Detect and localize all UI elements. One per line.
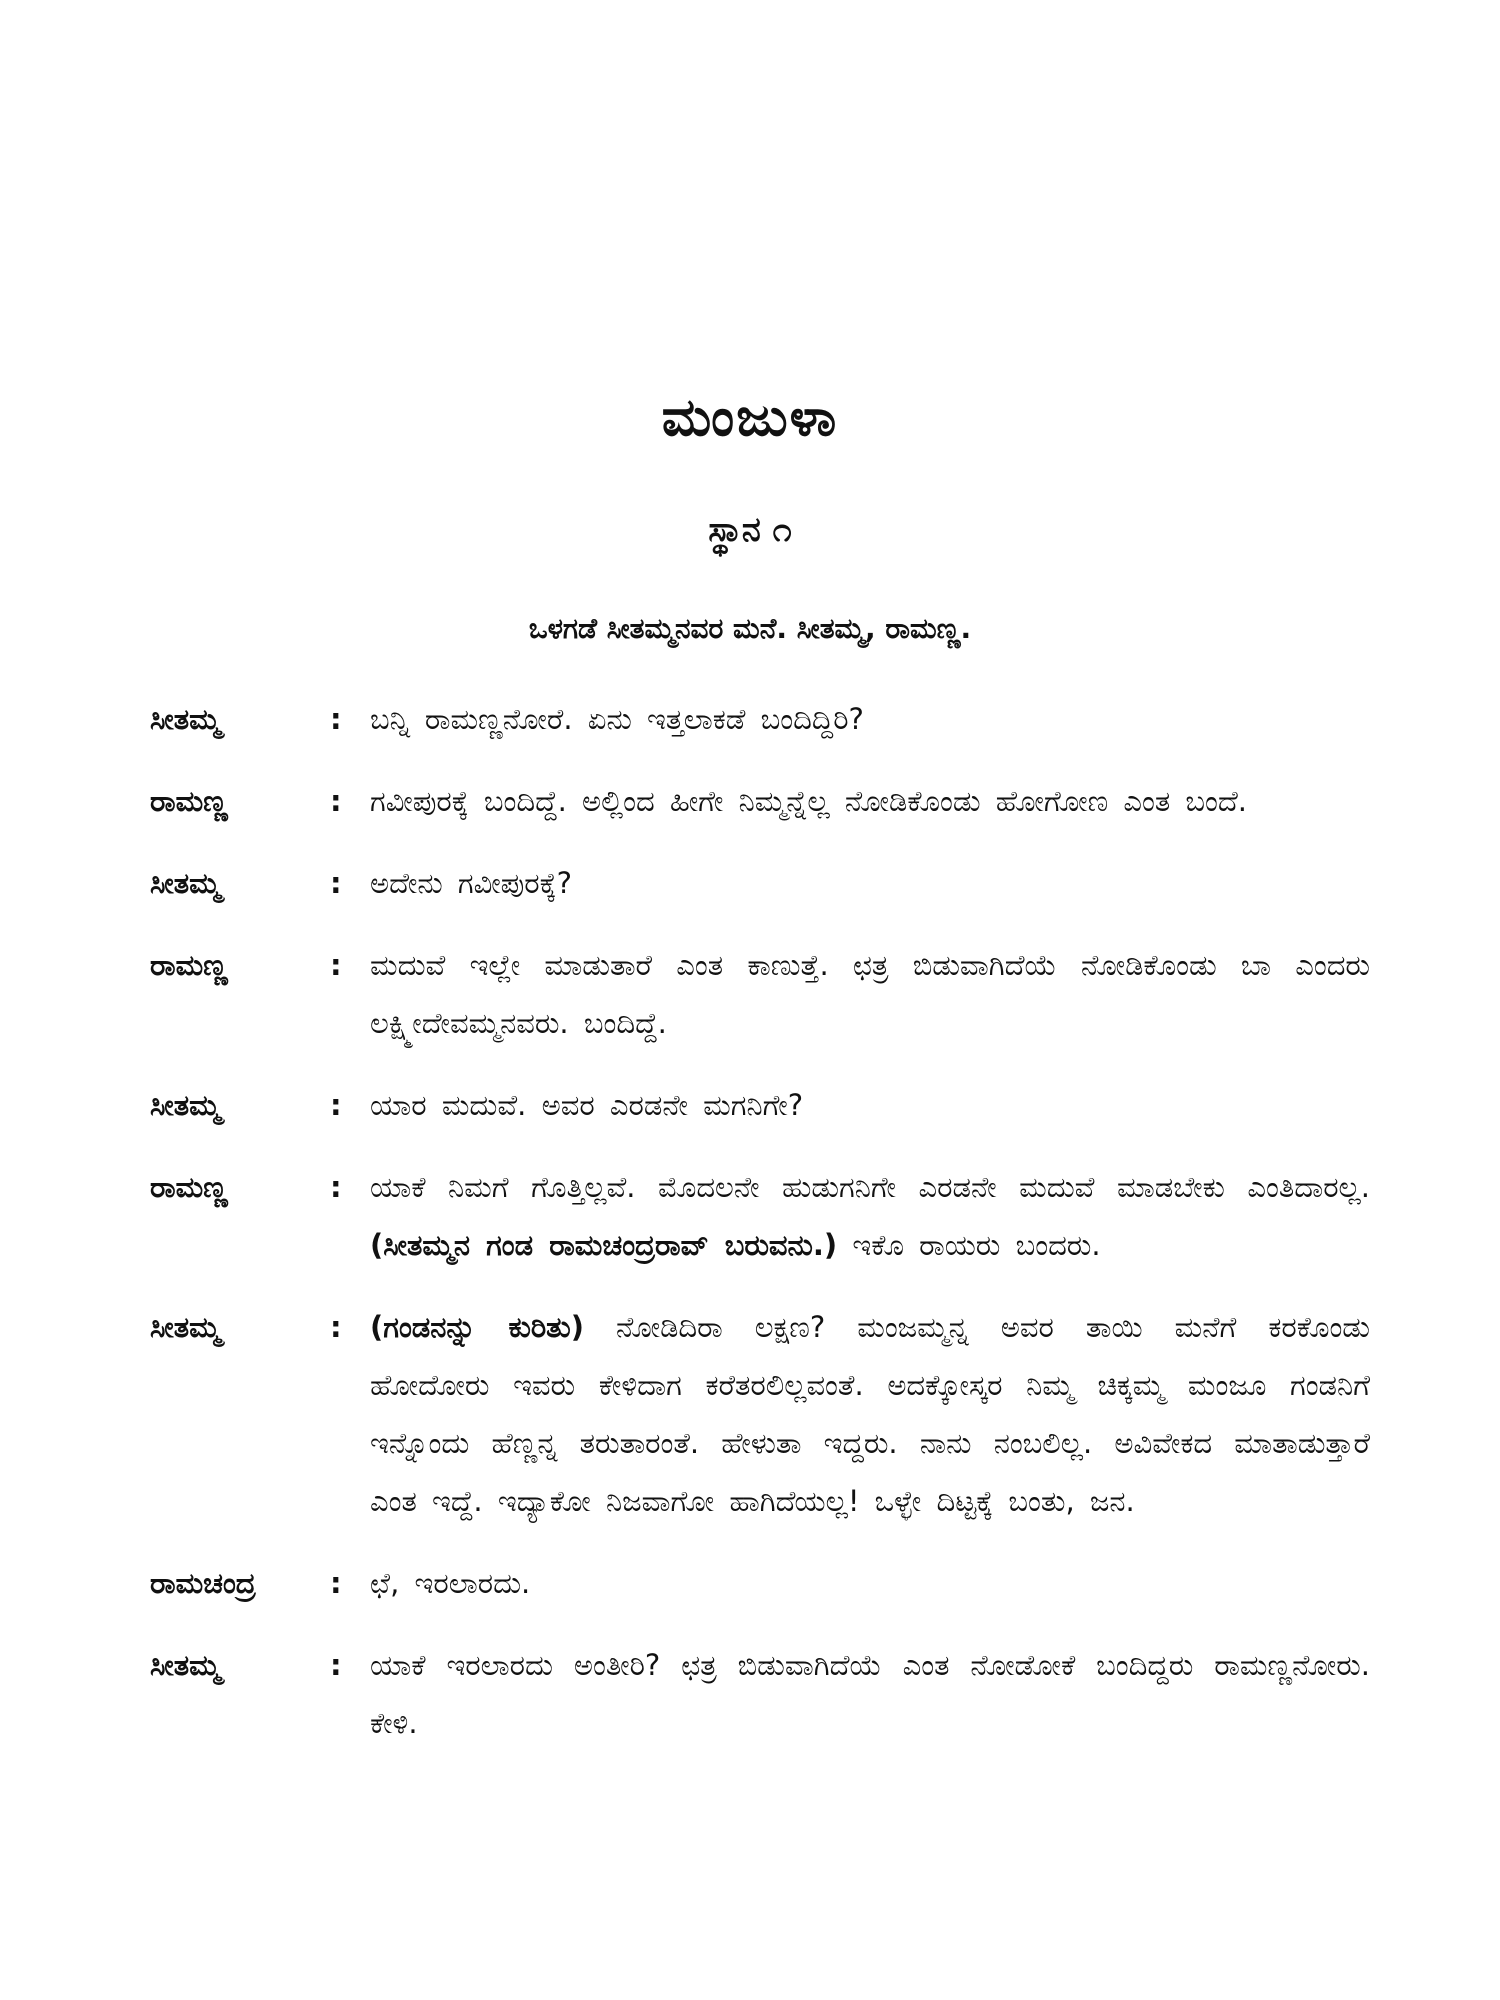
- speaker-colon: :: [330, 948, 342, 982]
- dialogue-line: ಅದೇನು ಗವೀಪುರಕ್ಕೆ?: [370, 866, 572, 900]
- dialogue-text: ಯಾಕೆ ನಿಮಗೆ ಗೊತ್ತಿಲ್ಲವೆ. ಮೊದಲನೇ ಹುಡುಗನಿಗೇ ಎರಡನೇ ಮದುವೆ ಮಾಡಬೇಕು ಎಂತಿದಾರಲ್ಲ.: [370, 1170, 1370, 1204]
- speaker-colon: :: [330, 1170, 342, 1204]
- dialogue-turn: [150, 772, 1370, 830]
- dialogue-turn: [150, 1298, 1370, 1530]
- play-title: ಮಂಜುಳಾ: [661, 388, 839, 448]
- speaker-name: ರಾಮಣ್ಣ: [150, 784, 228, 818]
- dialogue-turn: [150, 1158, 1370, 1274]
- speaker-colon: :: [330, 1310, 342, 1344]
- speaker-colon: :: [330, 1648, 342, 1682]
- stage-direction: (ಗಂಡನನ್ನು ಕುರಿತು): [370, 1310, 584, 1344]
- speaker-name: ಸೀತಮ್ಮ: [150, 1648, 221, 1682]
- dialogue-line: ಮದುವೆ ಇಲ್ಲೇ ಮಾಡುತಾರೆ ಎಂತ ಕಾಣುತ್ತೆ. ಛತ್ರ ಬಿಡುವಾಗಿದೆಯೆ ನೋಡಿಕೊಂಡು ಬಾ ಎಂದರು ಲಕ್ಷ್ಮೀದೇವಮ್ಮನವರು. ಬಂದಿದ್ದೆ.: [370, 948, 1370, 1040]
- speaker-colon: :: [330, 866, 342, 900]
- speaker-colon: :: [330, 1566, 342, 1600]
- speaker-name: ಸೀತಮ್ಮ: [150, 702, 221, 736]
- speaker-colon: :: [330, 784, 342, 818]
- speaker-name: ರಾಮಣ್ಣ: [150, 948, 228, 982]
- stage-direction: (ಸೀತಮ್ಮನ ಗಂಡ ರಾಮಚಂದ್ರರಾವ್ ಬರುವನು.): [370, 1228, 838, 1262]
- dialogue-line: ಯಾರ ಮದುವೆ. ಅವರ ಎರಡನೇ ಮಗನಿಗೇ?: [370, 1088, 804, 1122]
- scene-setting: ಒಳಗಡೆ ಸೀತಮ್ಮನವರ ಮನೆ. ಸೀತಮ್ಮ, ರಾಮಣ್ಣ.: [528, 612, 972, 645]
- speaker-name: ರಾಮಣ್ಣ: [150, 1170, 228, 1204]
- dialogue-turn: [150, 1636, 1370, 1752]
- dialogue-turn: [150, 1076, 1370, 1134]
- dialogue-line: ಗವೀಪುರಕ್ಕೆ ಬಂದಿದ್ದೆ. ಅಲ್ಲಿಂದ ಹೀಗೇ ನಿಮ್ಮನ್ನೆಲ್ಲ ನೋಡಿಕೊಂಡು ಹೋಗೋಣ ಎಂತ ಬಂದೆ.: [370, 784, 1248, 818]
- dialogue-line: [370, 1158, 1370, 1274]
- speaker-name: ಸೀತಮ್ಮ: [150, 1088, 221, 1122]
- speaker-name: ಸೀತಮ್ಮ: [150, 866, 221, 900]
- dialogue-line: [370, 1298, 1370, 1530]
- dialogue-text: ನೋಡಿದಿರಾ ಲಕ್ಷಣ? ಮಂಜಮ್ಮನ್ನ ಅವರ ತಾಯಿ ಮನೆಗೆ ಕರಕೊಂಡು ಹೋದೋರು ಇವರು ಕೇಳಿದಾಗ ಕರೆತರಲಿಲ್ಲವಂತೆ. ಅದಕ್ಕೋಸ್ಕರ ನಿಮ್ಮ ಚಿಕ್ಕಮ್ಮ ಮಂಜೂ ಗಂಡನಿಗೆ ಇನ್ನೊಂದು ಹೆಣ್ಣನ್ನ ತರುತಾರಂತೆ. ಹೇಳುತಾ ಇದ್ದರು. ನಾನು ನಂಬಲಿಲ್ಲ. ಅವಿವೇಕದ ಮಾತಾಡುತ್ತಾರೆ ಎಂತ ಇದ್ದೆ. ಇದ್ಯಾಕೋ ನಿಜವಾಗೋ ಹಾಗಿದೆಯಲ್ಲ! ಒಳ್ಳೇ ದಿಟ್ಟಕ್ಕೆ ಬಂತು, ಜನ.: [370, 1310, 1370, 1518]
- dialogue-text: ಇಕೊ ರಾಯರು ಬಂದರು.: [852, 1228, 1101, 1262]
- speaker-colon: :: [330, 1088, 342, 1122]
- dialogue-line: ಛೆ, ಇರಲಾರದು.: [370, 1566, 531, 1600]
- speaker-name: ಸೀತಮ್ಮ: [150, 1310, 221, 1344]
- speaker-name: ರಾಮಚಂದ್ರ: [150, 1566, 256, 1600]
- dialogue-turn: [150, 854, 1370, 912]
- dialogue-block: [150, 690, 1370, 1776]
- dialogue-line: ಬನ್ನಿ ರಾಮಣ್ಣನೋರೆ. ಏನು ಇತ್ತಲಾಕಡೆ ಬಂದಿದ್ದಿರಿ?: [370, 702, 864, 736]
- scene-heading: ಸ್ಥಾನ ೧: [708, 510, 792, 550]
- speaker-colon: :: [330, 702, 342, 736]
- dialogue-turn: [150, 1554, 1370, 1612]
- dialogue-line: ಯಾಕೆ ಇರಲಾರದು ಅಂತೀರಿ? ಛತ್ರ ಬಿಡುವಾಗಿದೆಯೆ ಎಂತ ನೋಡೋಕೆ ಬಂದಿದ್ದರು ರಾಮಣ್ಣನೋರು. ಕೇಳಿ.: [370, 1648, 1370, 1740]
- dialogue-turn: [150, 690, 1370, 748]
- dialogue-turn: [150, 936, 1370, 1052]
